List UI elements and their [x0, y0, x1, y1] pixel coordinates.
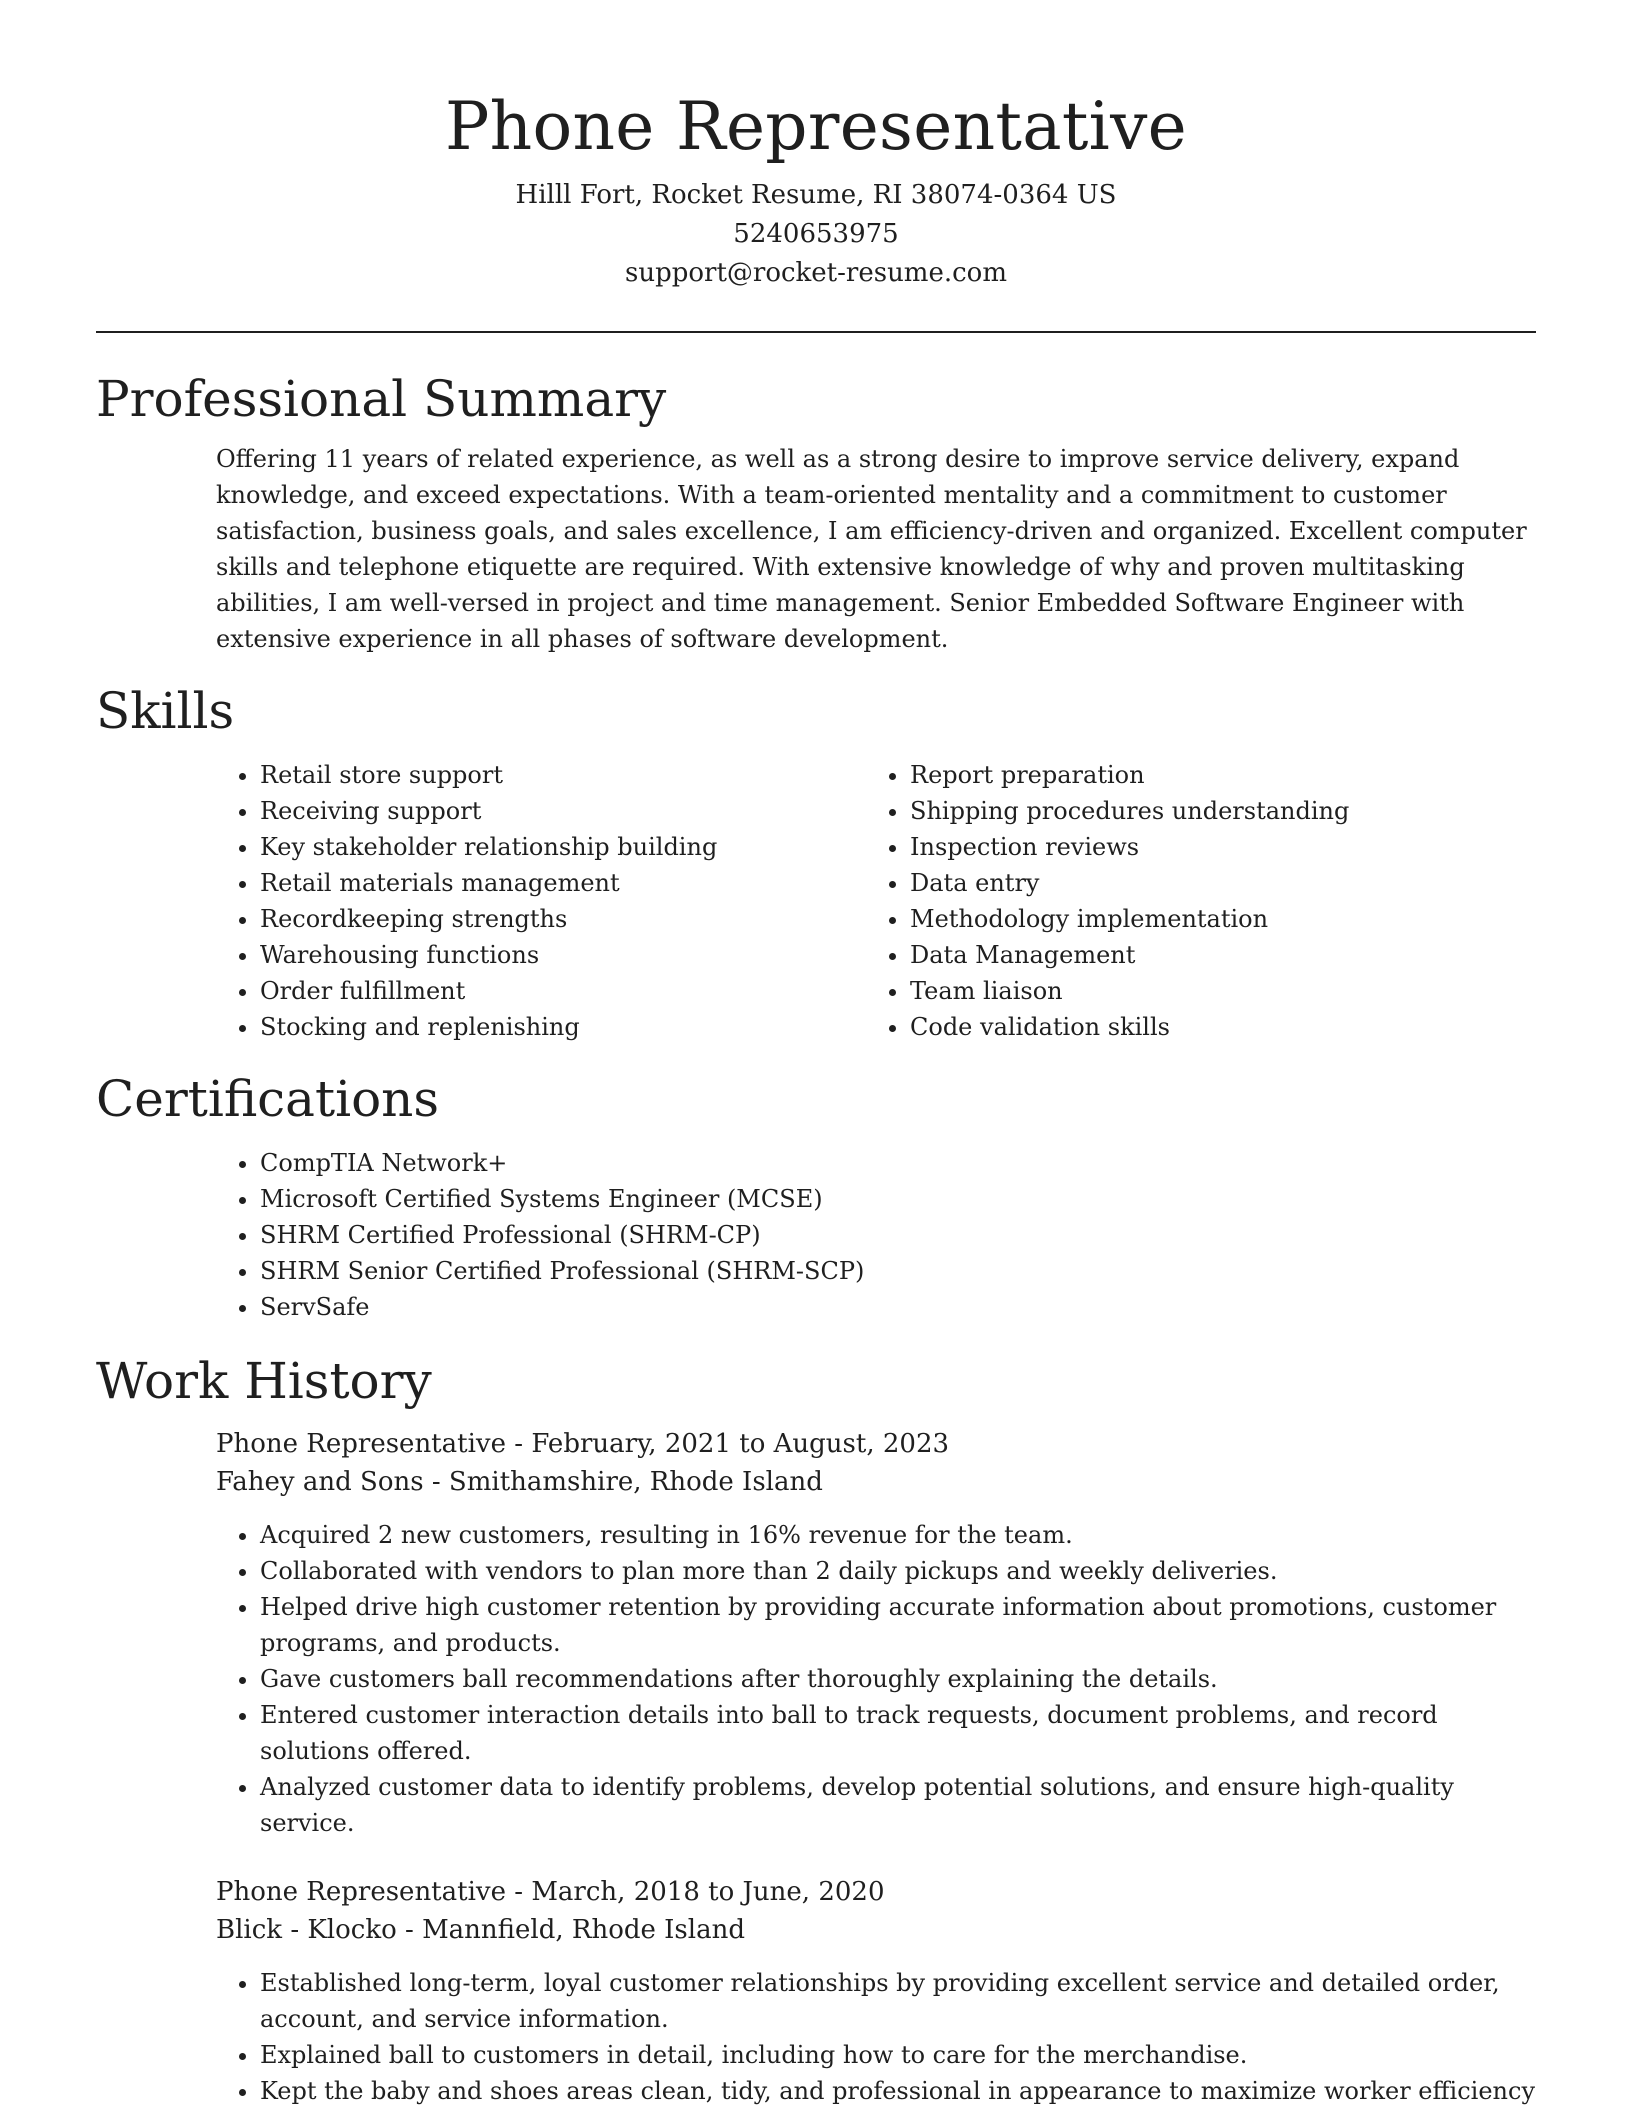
certification-item: • CompTIA Network+ — [260, 1145, 1536, 1181]
skill-item: • Shipping procedures understanding — [910, 793, 1516, 829]
skills-heading: Skills — [96, 682, 235, 740]
skill-item: • Methodology implementation — [910, 901, 1516, 937]
job-company: Blick - Klocko — [216, 1915, 397, 1945]
resume-page — [96, 0, 1536, 2112]
skills-list-right — [866, 757, 1516, 1045]
skill-item: • Receiving support — [260, 793, 866, 829]
certification-item: • SHRM Certified Professional (SHRM-CP) — [260, 1217, 1536, 1253]
address-text: Hilll Fort, Rocket Resume, RI 38074-0364 US — [515, 180, 1117, 210]
job-entry — [216, 1425, 1536, 1841]
job-dates: March, 2018 to June, 2020 — [531, 1877, 885, 1907]
summary-heading: Professional Summary — [96, 370, 667, 428]
job-dates: February, 2021 to August, 2023 — [531, 1429, 950, 1459]
job-separator: - — [423, 1467, 449, 1497]
certification-item: • ServSafe — [260, 1289, 1536, 1325]
job-duty-list — [216, 1517, 1536, 1841]
certification-item: • Microsoft Certified Systems Engineer (MCSE) — [260, 1181, 1536, 1217]
job-title-line — [216, 1873, 1536, 1911]
skill-item: • Data entry — [910, 865, 1516, 901]
skills-list-left — [216, 757, 866, 1045]
job-company-line — [216, 1911, 1536, 1949]
contact-info — [96, 176, 1536, 293]
job-company: Fahey and Sons — [216, 1467, 424, 1497]
job-location: Smithamshire, Rhode Island — [448, 1467, 823, 1497]
email-text: support@rocket-resume.com — [624, 258, 1007, 288]
job-location: Mannfield, Rhode Island — [422, 1915, 745, 1945]
work-history-heading: Work History — [96, 1352, 432, 1410]
job-separator: - — [396, 1915, 423, 1945]
job-duty-item: • Helped drive high customer retention by providing accurate information about promotions, customer programs, and products. — [260, 1589, 1536, 1661]
summary-text: Offering 11 years of related experience, as well as a strong desire to improve service delivery, expand knowledge, and exceed expectations. With a team-oriented mentality and a commitment to customer satisfaction, business goals, and sales excellence, I am efficiency-driven and organized. Excellent computer skills and telephone etiquette are required. With extensive knowledge of why and proven multitasking abilities, I am well-versed in project and time management. Senior Embedded Software Engineer with extensive experience in all phases of software development. — [216, 445, 1527, 653]
job-entry — [216, 1873, 1536, 2109]
skill-item: • Stocking and replenishing — [260, 1009, 866, 1045]
certifications-heading: Certifications — [96, 1070, 440, 1128]
skill-item: • Key stakeholder relationship building — [260, 829, 866, 865]
skill-item: • Recordkeeping strengths — [260, 901, 866, 937]
skill-item: • Report preparation — [910, 757, 1516, 793]
header-divider — [96, 331, 1536, 333]
certifications-block — [216, 1145, 1536, 1325]
resume-header — [96, 0, 1536, 293]
job-duty-item: • Gave customers ball recommendations after thoroughly explaining the details. — [260, 1661, 1536, 1697]
skill-item: • Team liaison — [910, 973, 1516, 1009]
skills-column-right — [866, 757, 1516, 1045]
candidate-name: Phone Representative — [444, 88, 1188, 165]
skill-item: • Data Management — [910, 937, 1516, 973]
job-duty-item: • Collaborated with vendors to plan more than 2 daily pickups and weekly deliveries. — [260, 1553, 1536, 1589]
job-separator: - — [505, 1877, 532, 1907]
job-duty-item: • Explained ball to customers in detail, including how to care for the merchandise. — [260, 2037, 1536, 2073]
job-duties — [216, 1965, 1536, 2109]
skill-item: • Code validation skills — [910, 1009, 1516, 1045]
job-duty-item: • Kept the baby and shoes areas clean, tidy, and professional in appearance to maximize worker efficiency — [260, 2073, 1536, 2109]
job-duties — [216, 1517, 1536, 1841]
job-duty-item: • Analyzed customer data to identify problems, develop potential solutions, and ensure high-quality service. — [260, 1769, 1536, 1841]
job-role: Phone Representative — [216, 1877, 506, 1907]
skill-item: • Order fulfillment — [260, 973, 866, 1009]
skill-item: • Inspection reviews — [910, 829, 1516, 865]
phone-text: 5240653975 — [733, 219, 899, 249]
job-duty-item: • Entered customer interaction details into ball to track requests, document problems, and record solutions offered. — [260, 1697, 1536, 1769]
job-role: Phone Representative — [216, 1429, 506, 1459]
job-title-line — [216, 1425, 1536, 1463]
skill-item: • Retail materials management — [260, 865, 866, 901]
certifications-list — [216, 1145, 1536, 1325]
job-duty-item: • Established long-term, loyal customer relationships by providing excellent service and detailed order, account, and service information. — [260, 1965, 1536, 2037]
job-company-line — [216, 1463, 1536, 1501]
skill-item: • Retail store support — [260, 757, 866, 793]
job-separator: - — [505, 1429, 532, 1459]
skill-item: • Warehousing functions — [260, 937, 866, 973]
skills-column-left — [216, 757, 866, 1045]
skills-grid — [216, 757, 1536, 1045]
job-duty-item: • Acquired 2 new customers, resulting in 16% revenue for the team. — [260, 1517, 1536, 1553]
job-duty-list — [216, 1965, 1536, 2109]
certification-item: • SHRM Senior Certified Professional (SHRM-SCP) — [260, 1253, 1536, 1289]
